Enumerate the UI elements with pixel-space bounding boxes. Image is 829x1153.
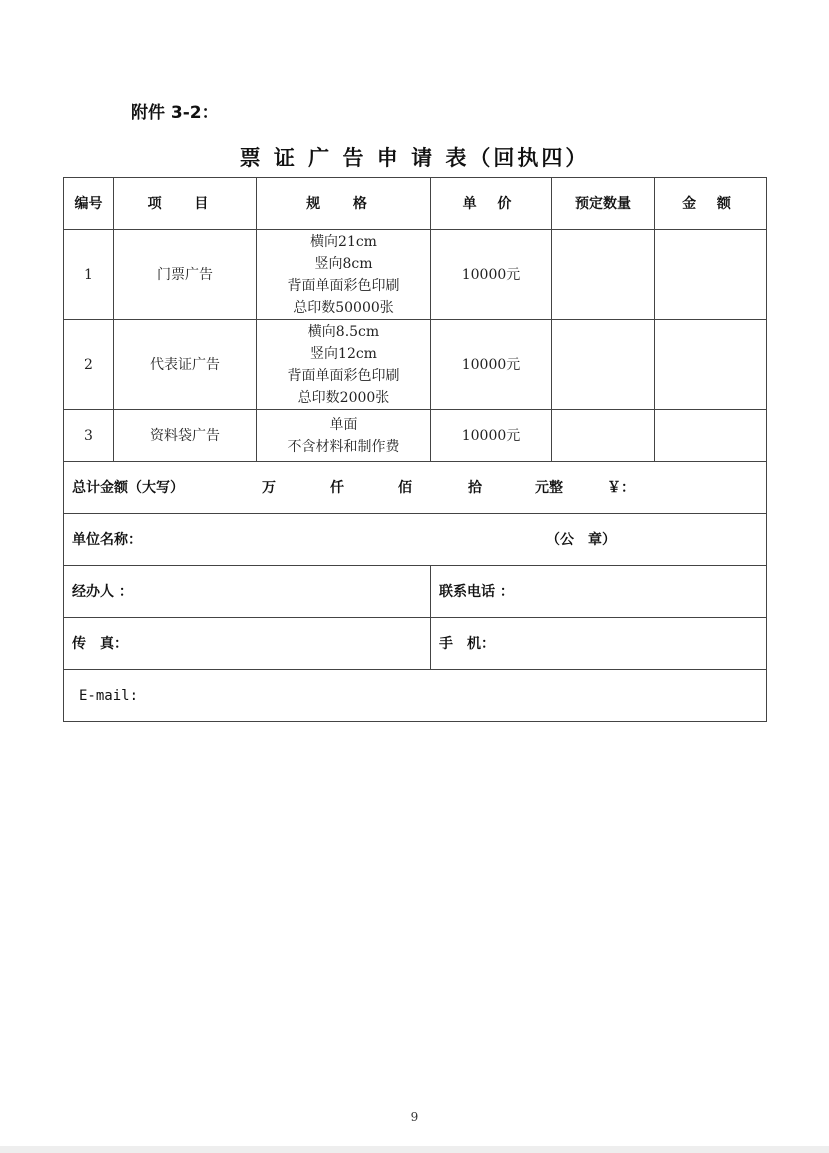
row-amount-input[interactable] <box>655 230 767 320</box>
application-form-table <box>63 177 767 722</box>
header-spec: 规 格 <box>257 178 431 230</box>
spec-line: 竖向12cm <box>310 345 377 362</box>
email-row <box>64 670 767 722</box>
row-unit-price: 10000元 <box>431 230 552 320</box>
table-header-row <box>64 178 767 230</box>
phone-field[interactable]: 联系电话 ： <box>431 566 767 618</box>
header-amount: 金 额 <box>655 178 767 230</box>
row-amount-input[interactable] <box>655 320 767 410</box>
unit-wan: 万 <box>262 479 276 496</box>
row-number: 2 <box>64 320 114 410</box>
official-seal-label: （公 章） <box>546 531 616 548</box>
viewer-bottom-bar <box>0 1146 829 1153</box>
header-number: 编号 <box>64 178 114 230</box>
row-number: 3 <box>64 410 114 462</box>
row-quantity-input[interactable] <box>552 320 655 410</box>
row-unit-price: 10000元 <box>431 410 552 462</box>
yen-label: ￥： <box>607 479 635 496</box>
table-row <box>64 230 767 320</box>
row-spec <box>257 320 431 410</box>
header-item: 项 目 <box>114 178 257 230</box>
spec-line: 横向21cm <box>310 233 377 250</box>
spec-line: 背面单面彩色印刷 <box>287 367 400 384</box>
unit-bai: 佰 <box>398 479 412 496</box>
total-amount-field[interactable] <box>64 462 767 514</box>
total-amount-label: 总计金额（大写） <box>72 479 184 496</box>
unit-qian: 仟 <box>330 479 344 496</box>
row-amount-input[interactable] <box>655 410 767 462</box>
unit-name-field[interactable] <box>64 514 767 566</box>
spec-line: 总印数50000张 <box>293 299 394 316</box>
unit-shi: 拾 <box>468 479 482 496</box>
table-row <box>64 320 767 410</box>
row-item: 资料袋广告 <box>114 410 257 462</box>
email-field[interactable]: E-mail: <box>64 670 767 722</box>
row-quantity-input[interactable] <box>552 230 655 320</box>
page-number: 9 <box>410 1110 419 1124</box>
unit-yuan-zheng: 元整 <box>535 479 563 496</box>
row-item: 代表证广告 <box>114 320 257 410</box>
spec-line: 不含材料和制作费 <box>287 438 400 455</box>
row-item: 门票广告 <box>114 230 257 320</box>
row-spec <box>257 410 431 462</box>
spec-line: 竖向8cm <box>314 255 373 272</box>
form-title: 票 证 广 告 申 请 表（回执四） <box>239 146 590 170</box>
row-spec <box>257 230 431 320</box>
row-number: 1 <box>64 230 114 320</box>
mobile-field[interactable]: 手 机： <box>431 618 767 670</box>
unit-name-row <box>64 514 767 566</box>
spec-line: 单面 <box>329 416 358 433</box>
row-unit-price: 10000元 <box>431 320 552 410</box>
handler-phone-row <box>64 566 767 618</box>
spec-line: 总印数2000张 <box>297 389 390 406</box>
fax-mobile-row <box>64 618 767 670</box>
header-quantity: 预定数量 <box>552 178 655 230</box>
attachment-label: 附件 3-2： <box>131 103 219 123</box>
table-row <box>64 410 767 462</box>
unit-name-label: 单位名称： <box>72 531 142 548</box>
spec-line: 横向8.5cm <box>307 323 380 340</box>
handler-field[interactable]: 经办人 ： <box>64 566 431 618</box>
total-amount-row <box>64 462 767 514</box>
spec-line: 背面单面彩色印刷 <box>287 277 400 294</box>
header-unit-price: 单 价 <box>431 178 552 230</box>
fax-field[interactable]: 传 真： <box>64 618 431 670</box>
row-quantity-input[interactable] <box>552 410 655 462</box>
